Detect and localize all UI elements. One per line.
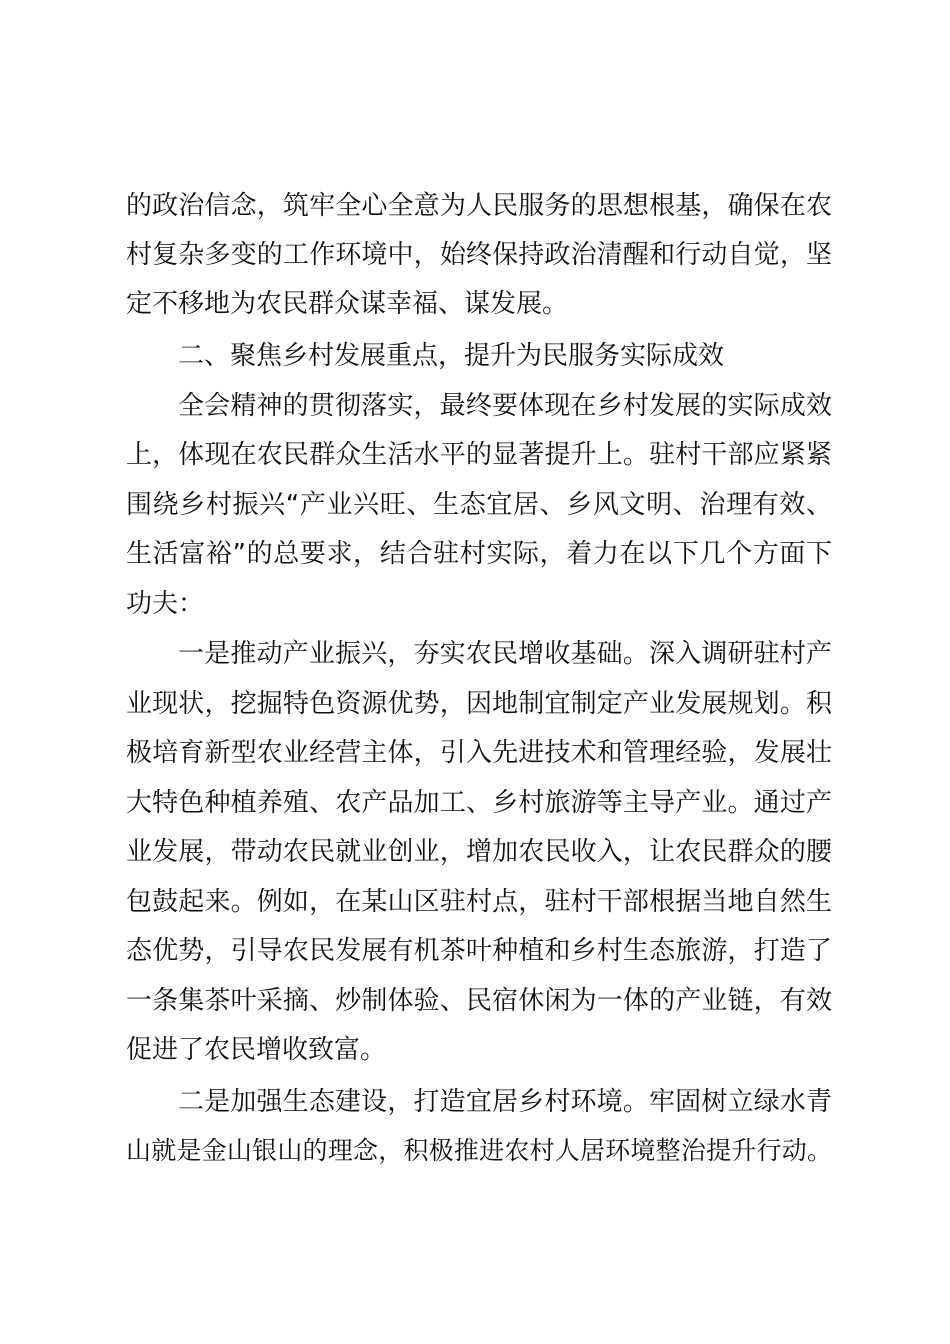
text-line-19: 二是加强生态建设，打造宜居乡村环境。牢固树立绿水青 (178, 1087, 832, 1117)
text-line-6: 上，体现在农民群众生活水平的显著提升上。驻村干部应紧紧 (126, 440, 832, 470)
text-line-13: 大特色种植养殖、农产品加工、乡村旅游等主导产业。通过产 (126, 788, 832, 818)
text-line-12: 极培育新型农业经营主体，引入先进技术和管理经验，发展壮 (126, 738, 832, 768)
text-line-18: 促进了农民增收致富。 (126, 1035, 387, 1065)
text-line-2: 村复杂多变的工作环境中，始终保持政治清醒和行动自觉，坚 (126, 240, 832, 270)
text-line-16: 态优势，引导农民发展有机茶叶种植和乡村生态旅游，打造了 (126, 936, 832, 966)
text-line-20: 山就是金山银山的理念，积极推进农村人居环境整治提升行动。 (126, 1136, 832, 1165)
text-line-17: 一条集茶叶采摘、炒制体验、民宿休闲为一体的产业链，有效 (126, 986, 832, 1016)
text-line-7: 围绕乡村振兴“产业兴旺、生态宜居、乡风文明、治理有效、 (126, 490, 832, 520)
text-line-9: 功夫： (126, 589, 205, 619)
text-line-15: 包鼓起来。例如，在某山区驻村点，驻村干部根据当地自然生 (126, 887, 832, 917)
text-line-3: 定不移地为农民群众谋幸福、谋发展。 (126, 289, 569, 319)
text-line-14: 业发展，带动农民就业创业，增加农民收入，让农民群众的腰 (126, 837, 832, 867)
text-line-1: 的政治信念，筑牢全心全意为人民服务的思想根基，确保在农 (126, 191, 832, 221)
text-line-8: 生活富裕”的总要求，结合驻村实际，着力在以下几个方面下 (126, 539, 832, 569)
text-line-5: 全会精神的贯彻落实，最终要体现在乡村发展的实际成效 (178, 391, 832, 421)
text-line-10: 一是推动产业振兴，夯实农民增收基础。深入调研驻村产 (178, 639, 832, 669)
section-heading: 二、聚焦乡村发展重点，提升为民服务实际成效 (178, 341, 725, 371)
text-line-11: 业现状，挖掘特色资源优势，因地制宜制定产业发展规划。积 (126, 689, 832, 719)
